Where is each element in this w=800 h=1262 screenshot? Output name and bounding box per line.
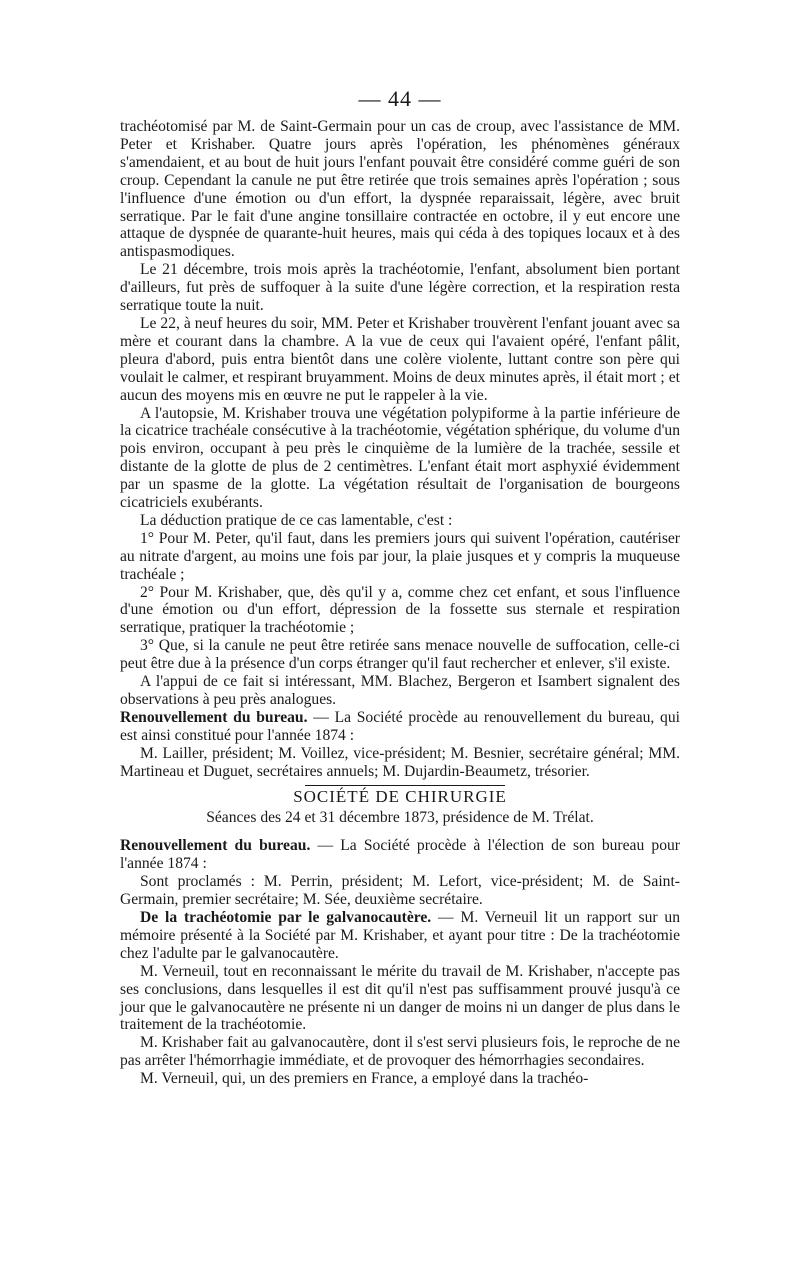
- paragraph: M. Verneuil, tout en reconnaissant le mérite du travail de M. Krishaber, n'accepte pas ses conclusions, dans lesquelles il est dit qu'il n'est pas suffisamment prouvé jusqu'à ce jour que le galvanocautère ne présente ni un danger de moins ni un danger de plus dans le traitement de la trachéotomie.: [120, 962, 680, 1034]
- paragraph: trachéotomisé par M. de Saint-Germain pour un cas de croup, avec l'assistance de MM. Peter et Krishaber. Quatre jours après l'opération, les phénomènes généraux s'amendaient, et au bout de huit jours l'enfant pouvait être considéré comme guéri de son croup. Cependant la canule ne put être retirée que trois semaines après l'opération ; sous l'influence d'une émotion ou d'un effort, la dyspnée reparaissait, légère, avec bruit serratique. Par le fait d'une angine tonsillaire contractée en octobre, il y eut encore une attaque de dyspnée de quarante-huit heures, mais qui céda à des topiques locaux et à des antispasmodiques.: [120, 118, 680, 261]
- section-divider: [305, 785, 505, 786]
- paragraph: 1° Pour M. Peter, qu'il faut, dans les premiers jours qui suivent l'opération, cautériser au nitrate d'argent, au moins une fois par jour, la plaie jusques et y compris la muqueuse trachéale ;: [120, 529, 680, 583]
- tracheotomy-text: — M. Verneuil lit un rapport sur un mémoire présenté à la Société par M. Krishaber, et ayant pour titre : De la trachéotomie chez l'adulte par le galvanocautère.: [120, 908, 680, 962]
- tracheotomy-paragraph: [120, 909, 680, 963]
- tracheotomy-heading: De la trachéotomie par le galvanocautère.: [140, 908, 432, 926]
- election-text: — La Société procède à l'élection de son bureau pour l'année 1874 :: [120, 837, 680, 873]
- paragraph: A l'autopsie, M. Krishaber trouva une végétation polypiforme à la partie inférieure de la cicatrice trachéale consécutive à la trachéotomie, végétation sphérique, du volume d'un pois environ, occupant à peu près le cinquième de la lumière de la trachée, sessile et distante de la glotte de plus de 2 centimètres. L'enfant était mort asphyxié évidemment par un spasme de la glotte. La végétation résultait de l'organisation de bourgeons cicatriciels exubérants.: [120, 404, 680, 512]
- bureau-renewal-heading: Renouvellement du bureau.: [120, 708, 308, 726]
- paragraph: 2° Pour M. Krishaber, que, dès qu'il y a, comme chez cet enfant, et sous l'influence d'une émotion ou d'un effort, dépression de la fossette sus sternale et respiration serratique, pratiquer la trachéotomie ;: [120, 583, 680, 637]
- paragraph: M. Verneuil, qui, un des premiers en France, a employé dans la trachéo-: [140, 1070, 589, 1088]
- election-members: Sont proclamés : M. Perrin, président; M. Lefort, vice-président; M. de Saint-Germain, premier secrétaire; M. Sée, deuxième secrétaire.: [120, 873, 680, 909]
- election-paragraph: [120, 837, 680, 873]
- paragraph: A l'appui de ce fait si intéressant, MM. Blachez, Bergeron et Isambert signalent des observations à peu près analogues.: [120, 673, 680, 708]
- paragraph: 3° Que, si la canule ne peut être retirée sans menace nouvelle de suffocation, celle-ci peut être due à la présence d'un corps étranger qu'il faut rechercher et enlever, s'il existe.: [120, 637, 680, 673]
- paragraph: Le 21 décembre, trois mois après la trachéotomie, l'enfant, absolument bien portant d'ailleurs, fut près de suffoquer à la suite d'une légère correction, et la respiration resta serratique toute la nuit.: [120, 261, 680, 315]
- election-heading: Renouvellement du bureau.: [120, 837, 311, 855]
- page-number: — 44 —: [358, 86, 442, 111]
- paragraph: M. Krishaber fait au galvanocautère, dont il s'est servi plusieurs fois, le reproche de ne pas arrêter l'hémorrhagie immédiate, et de provoquer des hémorrhagies secondaires.: [120, 1034, 680, 1070]
- page-body: [120, 118, 680, 1088]
- paragraph: Le 22, à neuf heures du soir, MM. Peter et Krishaber trouvèrent l'enfant jouant avec sa mère et courant dans la chambre. A la vue de ceux qui l'avaient opéré, l'enfant pâlit, pleura d'abord, puis entra bientôt dans une colère violente, luttant contre son père qui voulait le calmer, et respirant bruyamment. Moins de deux minutes après, il était mort ; et aucun des moyens mis en œuvre ne put le rappeler à la vie.: [120, 314, 680, 404]
- sessions-line: Séances des 24 et 31 décembre 1873, présidence de M. Trélat.: [206, 809, 594, 827]
- section-title: SOCIÉTÉ DE CHIRURGIE: [293, 786, 507, 806]
- paragraph: La déduction pratique de ce cas lamentable, c'est :: [140, 511, 453, 529]
- bureau-renewal-paragraph: [120, 709, 680, 745]
- bureau-members: M. Lailler, président; M. Voillez, vice-président; M. Besnier, secrétaire général; MM. Martineau et Duguet, secrétaires annuels; M. Dujardin-Beaumetz, trésorier.: [120, 744, 680, 780]
- bureau-renewal-text: — La Société procède au renouvellement du bureau, qui est ainsi constitué pour l'année 1874 :: [120, 708, 680, 744]
